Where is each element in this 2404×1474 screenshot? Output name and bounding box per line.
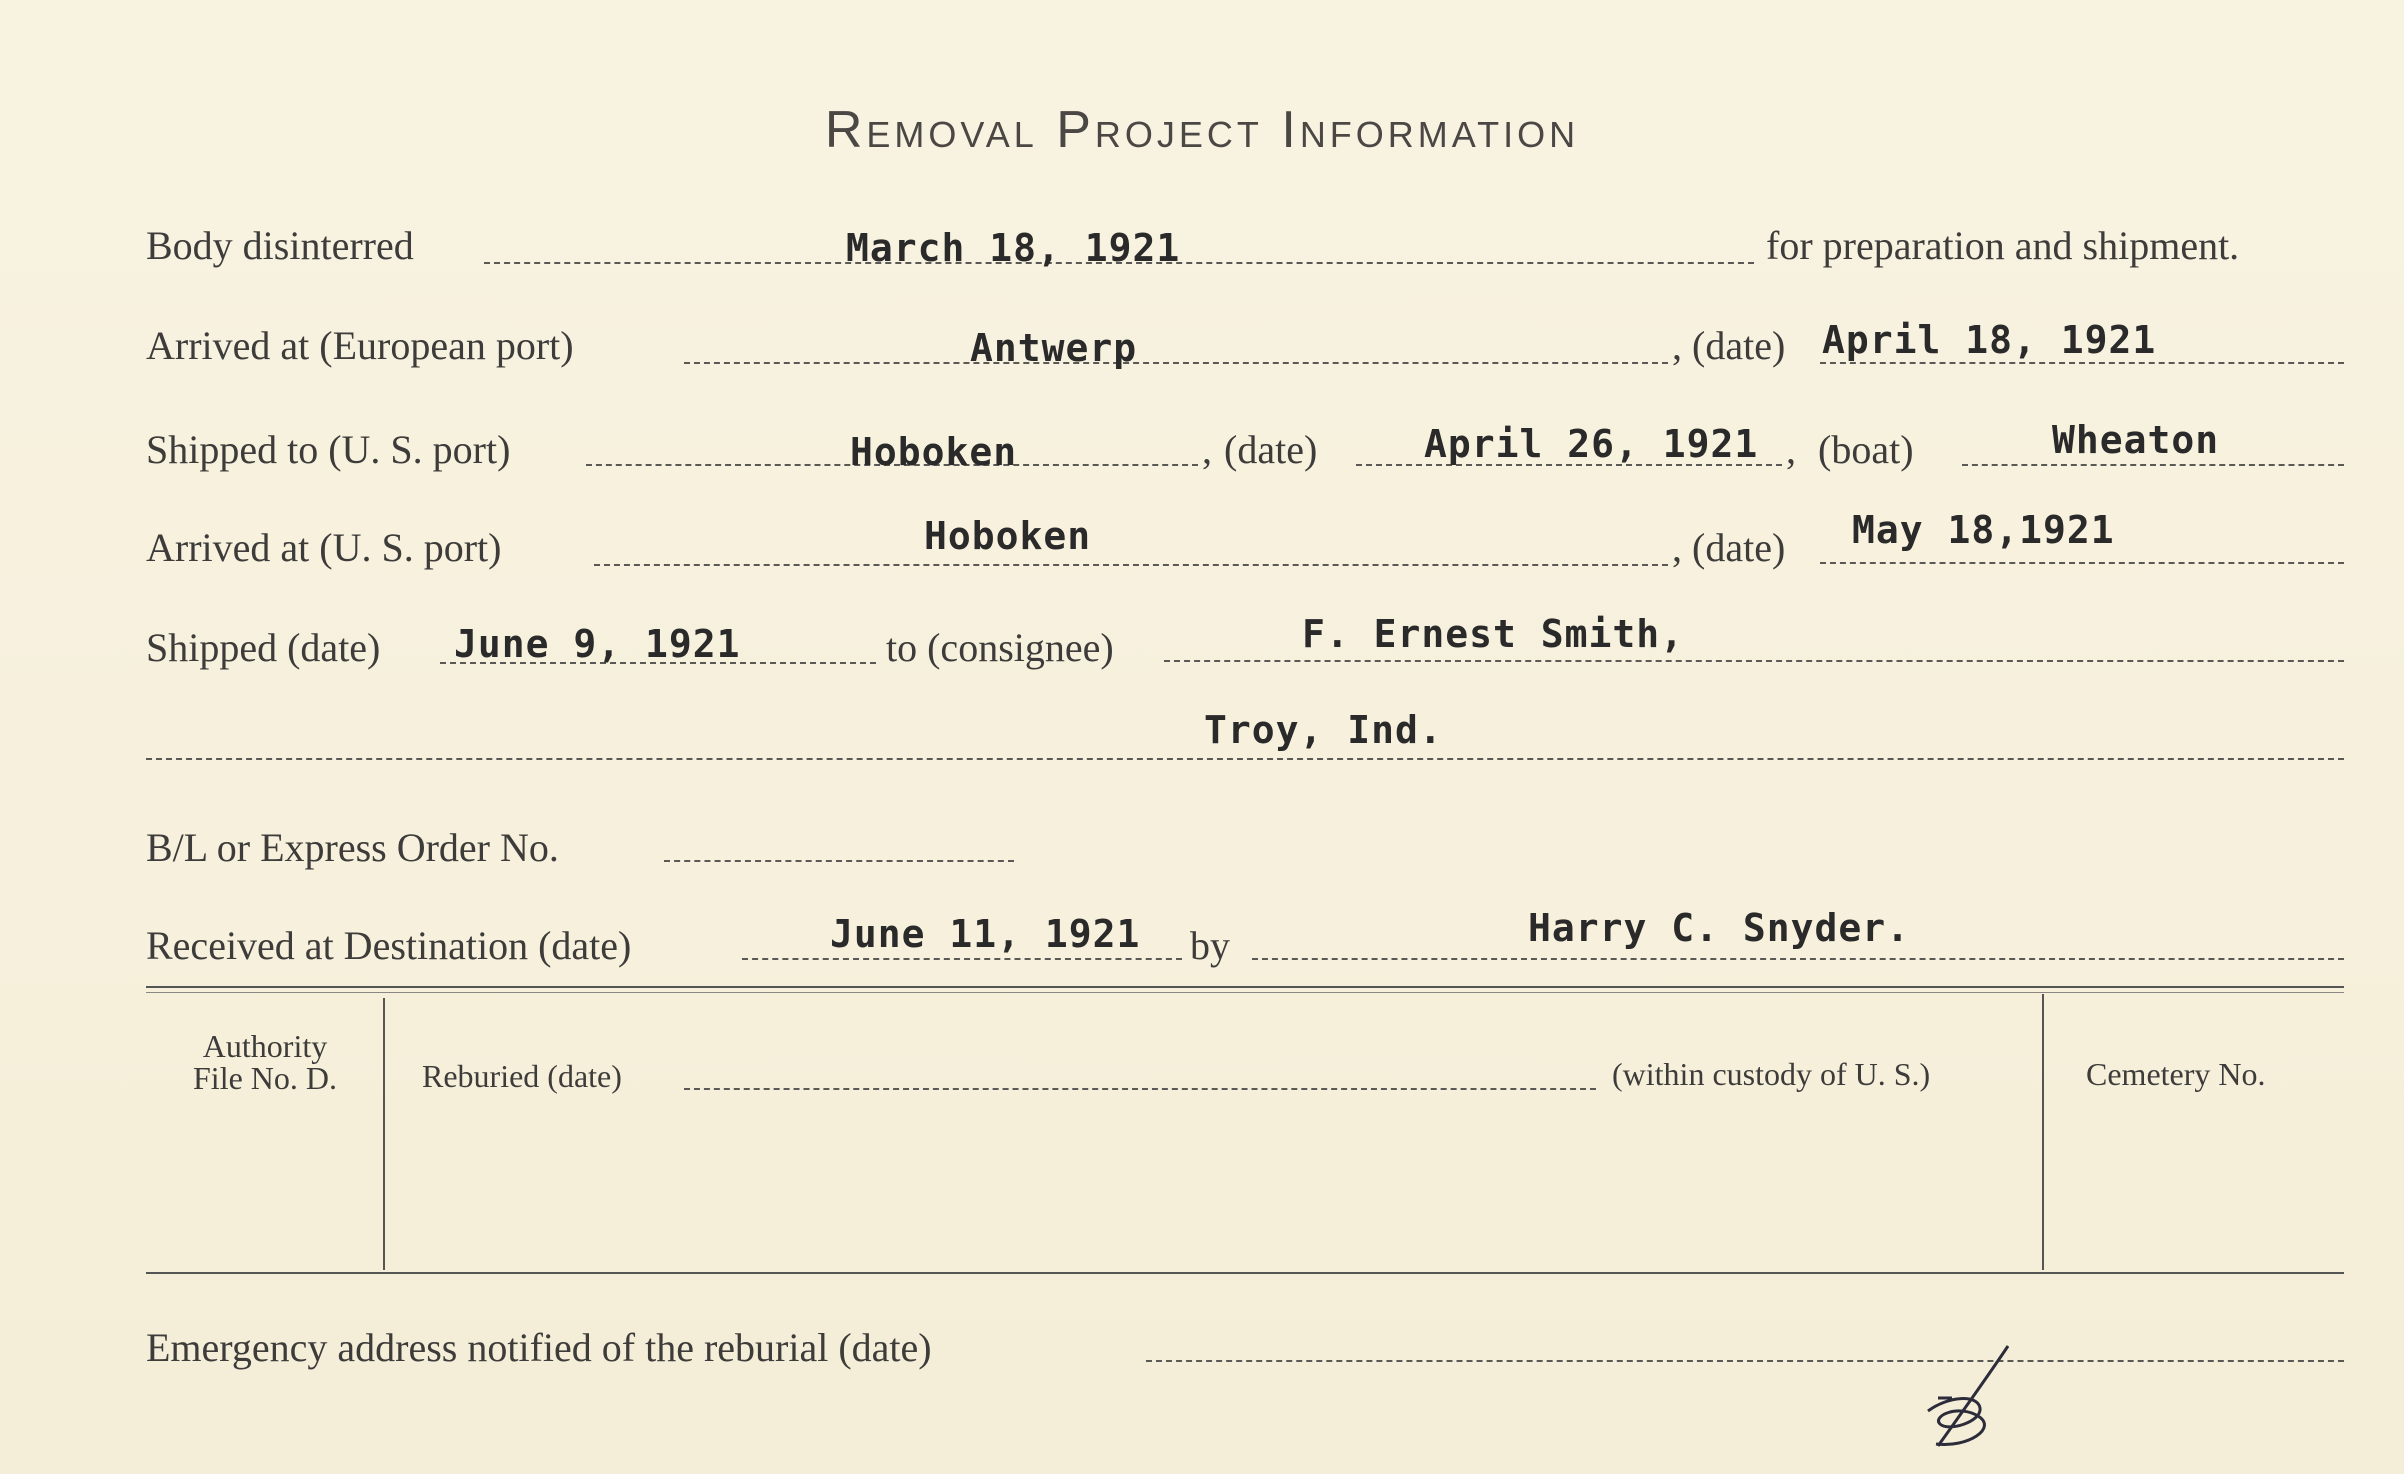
custody-label: (within custody of U. S.) <box>1612 1056 1931 1092</box>
shipped-us-label: Shipped to (U. S. port) <box>146 427 511 472</box>
european-date-value: April 18, 1921 <box>1822 318 2157 362</box>
shipped-date-comma: , <box>1202 427 1212 472</box>
file-no-label: File No. D. <box>193 1060 337 1096</box>
consignee-name-value: F. Ernest Smith, <box>1302 612 1685 656</box>
bl-order-line <box>664 860 1014 862</box>
consignee-line-2 <box>146 758 2344 760</box>
box-top-rule-2 <box>146 992 2344 993</box>
european-port-line <box>684 362 1668 364</box>
arrived-us-port-value: Hoboken <box>924 514 1092 558</box>
emergency-label: Emergency address notified of the reburial (date) <box>146 1325 932 1370</box>
arrived-us-date-label: (date) <box>1692 525 1786 570</box>
arrived-us-date-line <box>1820 562 2344 564</box>
box-top-rule <box>146 986 2344 988</box>
shipped-us-date-label: (date) <box>1224 427 1318 472</box>
arrived-date-comma: , <box>1672 525 1682 570</box>
european-port-value: Antwerp <box>970 326 1138 370</box>
signature-initials <box>1918 1336 2028 1456</box>
boat-value: Wheaton <box>2052 418 2220 462</box>
reburied-line <box>684 1088 1596 1090</box>
arrived-us-label: Arrived at (U. S. port) <box>146 525 502 570</box>
shipped-date-value: June 9, 1921 <box>454 622 741 666</box>
box-divider-right <box>2042 994 2044 1270</box>
arrived-us-date-value: May 18,1921 <box>1852 508 2115 552</box>
for-preparation-label: for preparation and shipment. <box>1766 223 2240 268</box>
arrived-european-label: Arrived at (European port) <box>146 323 574 368</box>
emergency-line <box>1146 1360 2344 1362</box>
consignee-line <box>1164 660 2344 662</box>
authority-label: Authority <box>202 1028 328 1064</box>
consignee-label: to (consignee) <box>886 625 1114 670</box>
bl-order-label: B/L or Express Order No. <box>146 825 559 870</box>
arrived-us-port-line <box>594 564 1668 566</box>
disinterred-date-value: March 18, 1921 <box>846 226 1181 270</box>
european-date-line <box>1820 362 2344 364</box>
reburied-label: Reburied (date) <box>422 1058 622 1094</box>
box-bottom-rule <box>146 1272 2344 1274</box>
consignee-place-value: Troy, Ind. <box>1204 708 1443 752</box>
by-label: by <box>1190 923 1230 968</box>
received-by-line <box>1252 958 2344 960</box>
boat-label: (boat) <box>1818 427 1914 472</box>
received-date-value: June 11, 1921 <box>830 912 1141 956</box>
european-date-label: (date) <box>1692 323 1786 368</box>
received-date-line <box>742 958 1182 960</box>
shipped-date-label: Shipped (date) <box>146 625 381 670</box>
card-title: Removal Project Information <box>824 101 1580 159</box>
received-dest-label: Received at Destination (date) <box>146 923 632 968</box>
european-date-prefix: , <box>1672 323 1682 368</box>
shipped-us-port-value: Hoboken <box>850 430 1018 474</box>
cemetery-label: Cemetery No. <box>2086 1056 2266 1092</box>
body-disinterred-label: Body disinterred <box>146 223 414 268</box>
shipped-us-date-value: April 26, 1921 <box>1424 422 1759 466</box>
boat-line <box>1962 464 2344 466</box>
received-by-value: Harry C. Snyder. <box>1528 906 1911 950</box>
boat-comma: , <box>1786 427 1796 472</box>
